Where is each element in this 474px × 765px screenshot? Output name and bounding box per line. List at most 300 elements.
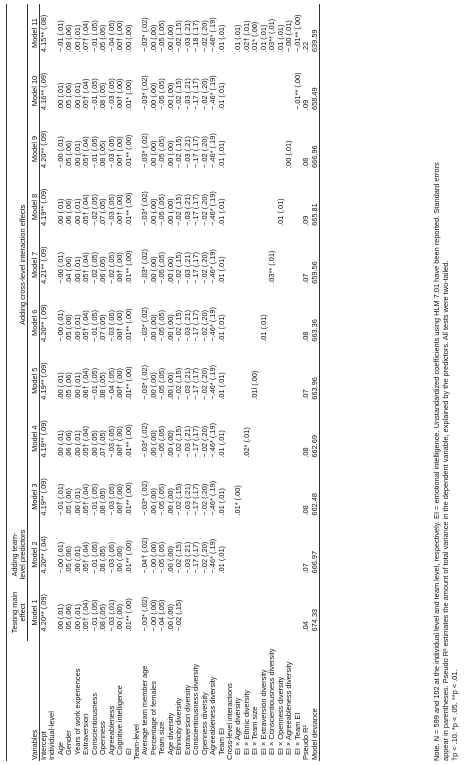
- cell-value: −.03 (.21): [182, 20, 192, 53]
- cell-value: .00 (.00): [165, 430, 175, 458]
- cell-value: .06 (.06): [64, 430, 74, 458]
- cell-value: −.00 (.01): [55, 309, 65, 342]
- cell-value: [234, 352, 242, 410]
- cell-value: .00† (.00): [115, 194, 125, 226]
- cell-value: [260, 120, 268, 178]
- cell-value: −.03 (.01): [106, 599, 116, 632]
- cell-value: [260, 178, 268, 236]
- cell-value: −.03 (.21): [182, 309, 192, 342]
- cell-value: [226, 352, 234, 410]
- cell-value: .00 (.00): [115, 603, 125, 632]
- cell-value: −.05 (.05): [157, 136, 167, 168]
- row-label: Team size: [157, 721, 167, 755]
- row-label: Cross-level interactions: [224, 683, 234, 760]
- cell-value: −.03* (.02): [140, 307, 150, 342]
- cell-value: .01** (.00): [123, 134, 133, 168]
- cell-value: −.01** (.00): [292, 14, 302, 53]
- cell-value: −.02 (.15): [174, 251, 184, 284]
- cell-value: [277, 352, 285, 410]
- model-header: Model 3: [28, 468, 40, 526]
- row-label: EI × Agreeableness diversity: [284, 661, 294, 755]
- row-label: Percentage of females: [148, 681, 158, 755]
- cell-value: −.00 (.00): [148, 541, 158, 574]
- cell-value: −.02 (.20): [199, 194, 209, 226]
- cell-value: −.02 (.05): [89, 251, 99, 284]
- cell-value: [226, 236, 234, 294]
- cell-value: .01 (.01): [275, 24, 285, 53]
- cell-value: −.46* (.19): [208, 17, 218, 53]
- cell-value: 666.97: [311, 526, 320, 584]
- cell-value: [277, 584, 285, 642]
- cell-value: [260, 410, 268, 468]
- cell-value: [243, 584, 251, 642]
- cell-value: .07† (.04): [81, 20, 91, 53]
- cell-value: .07 (.05): [98, 430, 108, 458]
- cell-value: [226, 584, 234, 642]
- note-line-3: †p < .10. *p < .05. **p < .01.: [450, 669, 460, 761]
- cell-value: .00 (.01): [72, 314, 82, 342]
- cell-value: .05† (.04): [81, 310, 91, 342]
- row-label: Average team member age: [140, 665, 150, 755]
- cell-value: [251, 468, 259, 526]
- cell-value: .00† (.00): [115, 310, 125, 342]
- cell-value: −.02 (.20): [199, 309, 209, 342]
- cell-value: −.02 (.15): [174, 425, 184, 458]
- cell-value: .08 (.05): [98, 545, 108, 574]
- cell-value: −.03 (.21): [182, 483, 192, 516]
- cell-value: −.03 (.21): [182, 251, 192, 284]
- cell-value: −.03 (.21): [182, 541, 192, 574]
- cell-value: [243, 294, 251, 352]
- cell-value: [251, 584, 259, 642]
- cell-value: .00† (.00): [115, 483, 125, 516]
- cell-value: .05 (.05): [98, 24, 108, 53]
- cell-value: −.01 (.05): [89, 309, 99, 342]
- cell-value: −.01 (.05): [89, 599, 99, 632]
- cell-value: [251, 236, 259, 294]
- cell-value: [294, 584, 302, 642]
- cell-value: .00 (.00): [148, 256, 158, 284]
- table-row: [226, 4, 234, 761]
- row-label: Openness diversity: [199, 692, 209, 755]
- cell-value: .00† (.00): [115, 368, 125, 400]
- cell-value: −.17 (.17): [191, 78, 201, 110]
- cell-value: −.02 (.20): [199, 20, 209, 53]
- cell-value: 4.19** (.09): [39, 420, 48, 458]
- cell-value: .00 (.00): [165, 545, 175, 574]
- cell-value: 662.48: [311, 468, 320, 526]
- cell-value: [277, 526, 285, 584]
- cell-value: −.00 (.00): [148, 599, 158, 632]
- cell-value: .00 (.00): [148, 140, 158, 168]
- cell-value: −.02 (.20): [199, 425, 209, 458]
- cell-value: .06† (.04): [81, 368, 91, 400]
- cell-value: −.17 (.17): [191, 367, 201, 400]
- cell-value: .00 (.01): [72, 140, 82, 168]
- cell-value: [184, 584, 192, 642]
- cell-value: −.03 (.21): [182, 78, 192, 110]
- cell-value: −.17 (.17): [191, 251, 201, 284]
- cell-value: .05 (.06): [64, 545, 74, 574]
- cell-value: −.05 (.05): [157, 78, 167, 110]
- cell-value: −.00 (.01): [284, 20, 294, 53]
- cell-value: [251, 62, 259, 120]
- model-header: Model 7: [28, 236, 40, 294]
- cell-value: [234, 62, 242, 120]
- cell-value: −.46* (.19): [208, 133, 218, 168]
- cell-value: .07: [301, 563, 311, 574]
- cell-value: 658.49: [311, 62, 320, 120]
- cell-value: −.03* (.02): [140, 17, 150, 53]
- cell-value: [268, 468, 276, 526]
- cell-value: .01* (.00): [250, 21, 260, 53]
- cell-value: −.01 (.05): [89, 367, 99, 400]
- cell-value: −.01 (.01): [55, 483, 65, 516]
- cell-value: −.00 (.01): [55, 136, 65, 168]
- cell-value: 4.15** (.08): [39, 14, 48, 53]
- row-label: EI × Team size: [250, 706, 260, 755]
- cell-value: .05† (.04): [81, 194, 91, 226]
- cell-value: −.03 (.05): [106, 194, 116, 226]
- cell-value: .01 (.01): [216, 430, 226, 458]
- cell-value: −.05 (.05): [157, 20, 167, 53]
- cell-value: .01** (.00): [123, 540, 133, 574]
- cell-value: .01 (.01): [216, 24, 226, 53]
- cell-value: 674.33: [311, 584, 320, 642]
- row-label: Cognitive intelligence: [115, 685, 125, 755]
- cell-value: [268, 584, 276, 642]
- cell-value: −.46* (.19): [208, 249, 218, 284]
- cell-value: −.03 (.05): [106, 425, 116, 458]
- cell-value: 662.69: [311, 410, 320, 468]
- cell-value: −.03 (.05): [106, 483, 116, 516]
- cell-value: −.46* (.19): [208, 75, 218, 110]
- cell-value: [277, 294, 285, 352]
- row-label: Ethnicity diversity: [174, 697, 184, 755]
- cell-value: .22: [301, 41, 311, 53]
- row-label: Years of work experiences: [72, 668, 82, 755]
- table-row: [251, 4, 259, 761]
- cell-value: −.01 (.05): [89, 483, 99, 516]
- cell-value: .05† (.04): [81, 483, 91, 516]
- cell-value: .01** (.00): [123, 250, 133, 284]
- cell-value: −.03 (.21): [182, 367, 192, 400]
- cell-value: .00 (.00): [148, 488, 158, 516]
- cell-value: −.01** (.00): [292, 72, 302, 110]
- cell-value: [268, 294, 276, 352]
- cell-value: .01 (.01): [216, 256, 226, 284]
- cell-value: −.46* (.19): [208, 191, 218, 226]
- cell-value: .00 (.00): [165, 314, 175, 342]
- cell-value: .00 (.01): [55, 198, 65, 226]
- cell-value: .08: [301, 331, 311, 342]
- cell-value: −.46* (.19): [208, 422, 218, 458]
- cell-value: .04 (.06): [64, 256, 74, 284]
- cell-value: −.04† (.02): [140, 537, 150, 574]
- model-header: Model 8: [28, 178, 40, 236]
- cell-value: −.02 (.05): [89, 194, 99, 226]
- cell-value: [294, 294, 302, 352]
- cell-value: .07: [301, 273, 311, 284]
- regression-table: [6, 4, 320, 761]
- cell-value: .01 (.01): [216, 198, 226, 226]
- cell-value: .05 (.06): [64, 140, 74, 168]
- cell-value: [268, 120, 276, 178]
- row-label: Model deviance: [311, 641, 320, 761]
- cell-value: .00 (.01): [72, 603, 82, 632]
- cell-value: −.03 (.05): [106, 136, 116, 168]
- cell-value: [260, 526, 268, 584]
- cell-value: −.03* (.02): [140, 75, 150, 110]
- cell-value: −.04 (.05): [106, 367, 116, 400]
- cell-value: .00† (.00): [115, 252, 125, 284]
- cell-value: −.03 (.21): [182, 425, 192, 458]
- cell-value: [260, 584, 268, 642]
- table-row: [218, 4, 226, 761]
- cell-value: .00 (.00): [165, 256, 175, 284]
- cell-value: [243, 178, 251, 236]
- cell-value: [277, 236, 285, 294]
- cell-value: .07: [301, 389, 311, 400]
- cell-value: −.05 (.05): [157, 251, 167, 284]
- cell-value: −.01 (.05): [89, 78, 99, 110]
- cell-value: 4.19** (.09): [39, 362, 48, 400]
- row-label: Age diversity: [165, 712, 175, 755]
- cell-value: [294, 236, 302, 294]
- cell-value: .00 (.00): [165, 603, 175, 632]
- table-notes: [432, 4, 460, 761]
- cell-value: .01 (.01): [216, 545, 226, 574]
- row-label: Intercept: [39, 731, 48, 760]
- cell-value: .05† (.04): [81, 541, 91, 574]
- cell-value: 4.20** (.09): [39, 594, 48, 632]
- cell-value: −.46* (.19): [208, 480, 218, 516]
- cell-value: 659.56: [311, 236, 320, 294]
- cell-value: .01 (.01): [258, 314, 268, 342]
- group-header-cross-level: Adding cross-level interaction effects: [7, 4, 28, 526]
- cell-value: [226, 178, 234, 236]
- model-header: Model 6: [28, 294, 40, 352]
- cell-value: .00 (.01): [55, 372, 65, 400]
- cell-value: .00 (.00): [165, 24, 175, 53]
- cell-value: .01** (.00): [123, 598, 133, 632]
- cell-value: −.02 (.20): [199, 367, 209, 400]
- cell-value: .01l (.00): [250, 370, 260, 400]
- cell-value: −.46* (.19): [208, 307, 218, 342]
- cell-value: [260, 352, 268, 410]
- cell-value: [243, 236, 251, 294]
- cell-value: −.02 (.15): [174, 309, 184, 342]
- cell-value: .05 (.06): [64, 82, 74, 110]
- row-label: EI × Openness diversity: [275, 676, 285, 755]
- cell-value: −.01 (.01): [55, 20, 65, 53]
- cell-value: −.03* (.02): [140, 191, 150, 226]
- cell-value: −.03* (.02): [140, 596, 150, 632]
- cell-value: .04: [301, 621, 311, 632]
- cell-value: [294, 178, 302, 236]
- cell-value: −.01 (.05): [89, 20, 99, 53]
- cell-value: .08 (.05): [98, 488, 108, 516]
- table-row: [277, 4, 285, 761]
- cell-value: [243, 62, 251, 120]
- cell-value: 4.20** (.09): [39, 130, 48, 168]
- cell-value: .00 (.01): [72, 82, 82, 110]
- row-label: EI × Team EI: [292, 712, 302, 755]
- cell-value: .07 (.05): [98, 198, 108, 226]
- cell-value: [201, 584, 209, 642]
- table-row: [268, 4, 276, 761]
- cell-value: .00 (.01): [72, 256, 82, 284]
- cell-value: .00 (.00): [148, 82, 158, 110]
- cell-value: [226, 526, 234, 584]
- cell-value: [209, 584, 217, 642]
- cell-value: .00 (.00): [165, 372, 175, 400]
- cell-value: −.46* (.19): [208, 364, 218, 400]
- cell-value: −.02 (.20): [199, 136, 209, 168]
- cell-value: [251, 178, 259, 236]
- cell-value: −.01 (.05): [89, 136, 99, 168]
- row-label: Team-level: [131, 724, 141, 760]
- cell-value: [294, 120, 302, 178]
- cell-value: .05† (.04): [81, 78, 91, 110]
- table-row: [285, 4, 293, 761]
- cell-value: .00 (.00): [165, 140, 175, 168]
- cell-value: .00 (.05): [89, 430, 99, 458]
- cell-value: .03** (.01): [267, 18, 277, 53]
- cell-value: .01 (.01): [216, 372, 226, 400]
- cell-value: −.02 (.15): [174, 483, 184, 516]
- cell-value: .00 (.01): [72, 372, 82, 400]
- cell-value: [294, 352, 302, 410]
- cell-value: −.03 (.05): [106, 309, 116, 342]
- note-line-1: Note. N = 599 and 102 at the individual level and team level, respectively. EI = emotional intelligence. Unstandardized coefficients using HLM 7.01 have been reported. Standard errors: [432, 162, 441, 761]
- cell-value: −.02 (.15): [174, 541, 184, 574]
- cell-value: [268, 526, 276, 584]
- cell-value: 666.96: [311, 120, 320, 178]
- cell-value: [294, 410, 302, 468]
- row-label: Extraversion diversity: [182, 684, 192, 755]
- cell-value: .01** (.00): [123, 192, 133, 226]
- cell-value: −.05 (.05): [157, 309, 167, 342]
- cell-value: [294, 468, 302, 526]
- cell-value: .09: [301, 99, 311, 110]
- table-row: [125, 4, 133, 761]
- cell-value: [226, 294, 234, 352]
- cell-value: .00 (.00): [148, 372, 158, 400]
- cell-value: [268, 410, 276, 468]
- cell-value: .01** (.00): [123, 482, 133, 516]
- cell-value: −.02 (.15): [174, 194, 184, 226]
- cell-value: .08: [301, 447, 311, 458]
- cell-value: −.02 (.15): [174, 599, 184, 632]
- cell-value: .00 (.01): [55, 82, 65, 110]
- cell-value: [294, 526, 302, 584]
- cell-value: −.17 (.17): [191, 483, 201, 516]
- model-header: Model 2: [28, 526, 40, 584]
- cell-value: [285, 236, 293, 294]
- cell-value: 663.36: [311, 294, 320, 352]
- cell-value: .08 (.05): [98, 372, 108, 400]
- cell-value: .05† (.04): [81, 599, 91, 632]
- cell-value: .00 (.01): [55, 603, 65, 632]
- row-label: Agreeableness diversity: [208, 676, 218, 755]
- cell-value: 639.59: [311, 4, 320, 62]
- variables-header-spacer: [7, 641, 28, 761]
- cell-value: .01 (.01): [258, 24, 268, 53]
- cell-value: [285, 352, 293, 410]
- cell-value: −.02 (.15): [174, 78, 184, 110]
- row-label: Openness: [98, 721, 108, 755]
- row-label: EI × Extraversion diversity: [258, 669, 268, 755]
- cell-value: −.17 (.17): [191, 309, 201, 342]
- cell-value: −.02 (.15): [174, 367, 184, 400]
- cell-value: .08: [301, 157, 311, 168]
- cell-value: .01** (.00): [123, 366, 133, 400]
- cell-value: .00† (.00): [115, 425, 125, 458]
- cell-value: [234, 584, 242, 642]
- cell-value: .00† (.00): [115, 78, 125, 110]
- cell-value: [234, 526, 242, 584]
- cell-value: .00 (.00): [148, 314, 158, 342]
- cell-value: −.02 (.05): [106, 251, 116, 284]
- cell-value: −.02 (.20): [199, 251, 209, 284]
- model-header: Model 1: [28, 584, 40, 642]
- cell-value: −.05 (.05): [157, 425, 167, 458]
- cell-value: [285, 584, 293, 642]
- cell-value: [260, 62, 268, 120]
- cell-value: .05 (.06): [64, 488, 74, 516]
- cell-value: .01* (.00): [233, 485, 243, 516]
- cell-value: −.05 (.05): [157, 541, 167, 574]
- cell-value: .01** (.00): [123, 308, 133, 342]
- cell-value: −.04 (.05): [157, 599, 167, 632]
- table-row: [311, 4, 320, 761]
- table-row: [294, 4, 302, 761]
- cell-value: .01 (.01): [233, 24, 243, 53]
- cell-value: [251, 120, 259, 178]
- cell-value: .05† (.04): [81, 425, 91, 458]
- cell-value: [285, 410, 293, 468]
- group-header-team-level: Adding team-level predictors: [7, 526, 28, 584]
- cell-value: [243, 526, 251, 584]
- cell-value: .00 (.01): [284, 140, 294, 168]
- cell-value: [243, 468, 251, 526]
- cell-value: .05 (.06): [64, 314, 74, 342]
- cell-value: [251, 526, 259, 584]
- cell-value: .02† (.01): [241, 20, 251, 53]
- cell-value: .08: [301, 505, 311, 516]
- cell-value: .00 (.01): [72, 198, 82, 226]
- cell-value: .00 (.01): [72, 545, 82, 574]
- cell-value: .08 (.05): [98, 82, 108, 110]
- cell-value: .05 (.06): [64, 603, 74, 632]
- cell-value: [277, 410, 285, 468]
- variables-header: Variables: [28, 641, 40, 761]
- cell-value: [277, 468, 285, 526]
- cell-value: −.04 (.05): [106, 20, 116, 53]
- cell-value: −.00 (.01): [55, 251, 65, 284]
- cell-value: .09: [301, 215, 311, 226]
- cell-value: 663.96: [311, 352, 320, 410]
- cell-value: .08 (.05): [98, 603, 108, 632]
- cell-value: [234, 178, 242, 236]
- cell-value: 4.21** (.09): [39, 246, 48, 284]
- model-header: Model 9: [28, 120, 40, 178]
- cell-value: [268, 352, 276, 410]
- cell-value: .00† (.00): [115, 20, 125, 53]
- cell-value: −.03 (.05): [106, 78, 116, 110]
- row-label: Pseudo R²: [301, 725, 311, 760]
